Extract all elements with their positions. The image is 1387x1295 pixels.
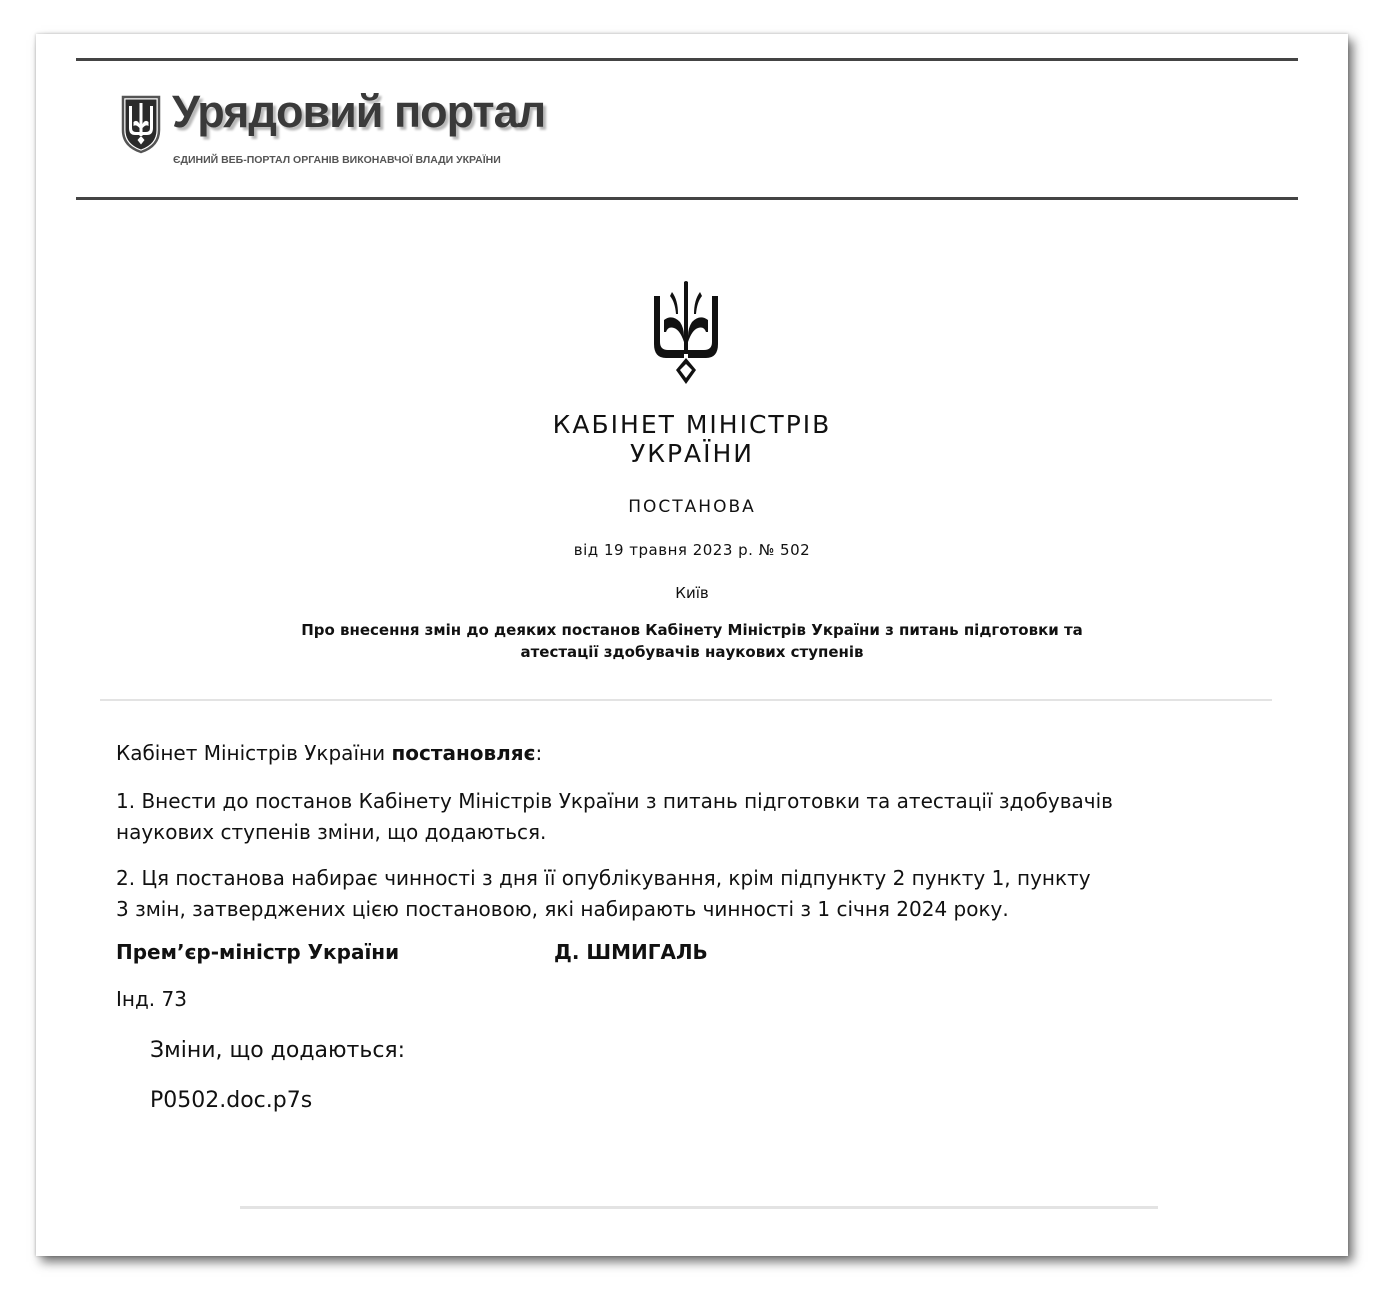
intro-suffix: : — [535, 741, 543, 765]
organization-name — [36, 410, 1348, 468]
intro-paragraph — [116, 738, 1196, 769]
item-2-line-1: 2. Ця постанова набирає чинності з дня її опублікування, крім підпункту 2 пункту 1, пункту — [116, 866, 1091, 890]
header-bottom-rule — [76, 197, 1298, 200]
subject-line-2: атестації здобувачів наукових ступенів — [520, 643, 864, 661]
divider-bottom — [240, 1206, 1158, 1209]
trident-shield-icon — [120, 94, 162, 154]
trident-icon — [650, 280, 722, 386]
org-line-2: УКРАЇНИ — [629, 439, 755, 468]
signature-position: Прем’єр-міністр України — [116, 940, 400, 964]
item-1-line-2: наукових ступенів зміни, що додаються. — [116, 820, 547, 844]
attachments-label: Зміни, що додаються: — [150, 1038, 406, 1063]
item-1-paragraph — [116, 786, 1196, 848]
portal-title[interactable]: Урядовий портал — [172, 86, 546, 137]
header-top-rule — [76, 58, 1298, 61]
intro-bold: постановляє — [391, 741, 536, 765]
item-2-paragraph — [116, 863, 1196, 925]
org-line-1: КАБІНЕТ МІНІСТРІВ — [552, 410, 832, 439]
document-type: ПОСТАНОВА — [628, 497, 756, 517]
divider-top — [100, 699, 1272, 701]
document-index: Інд. 73 — [116, 987, 187, 1011]
document-subject — [36, 619, 1348, 663]
attachment-file-link[interactable]: P0502.doc.p7s — [150, 1088, 313, 1113]
signature-name: Д. ШМИГАЛЬ — [554, 940, 708, 964]
document-page — [36, 34, 1348, 1256]
intro-prefix: Кабінет Міністрів України — [116, 741, 392, 765]
document-city: Київ — [675, 584, 709, 602]
item-1-line-1: 1. Внести до постанов Кабінету Міністрів України з питань підготовки та атестації здобувачів — [116, 789, 1113, 813]
portal-subtitle: ЄДИНИЙ ВЕБ-ПОРТАЛ ОРГАНІВ ВИКОНАВЧОЇ ВЛАДИ УКРАЇНИ — [173, 154, 501, 166]
document-date-number: від 19 травня 2023 р. № 502 — [573, 541, 811, 559]
subject-line-1: Про внесення змін до деяких постанов Кабінету Міністрів України з питань підготовки та — [301, 621, 1083, 639]
item-2-line-2: 3 змін, затверджених цією постановою, які набирають чинності з 1 січня 2024 року. — [116, 897, 1009, 921]
